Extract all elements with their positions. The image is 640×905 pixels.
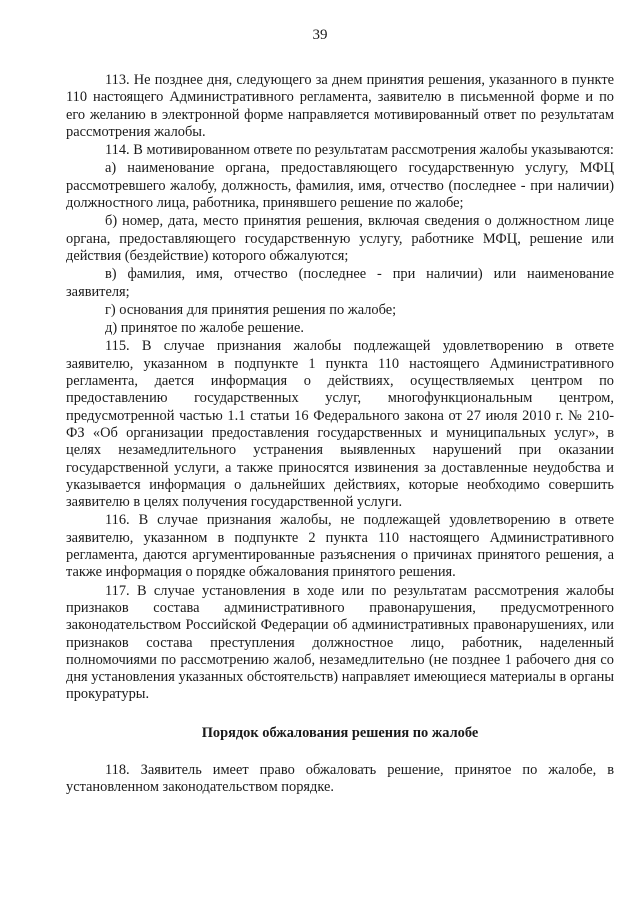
list-item-g: г) основания для принятия решения по жалобе;	[105, 301, 397, 318]
section-heading: Порядок обжалования решения по жалобе	[201, 724, 479, 741]
paragraph-117: 117. В случае установления в ходе или по результатам рассмотрения жалобы признаков состава административного правонарушения, предусмотренного законодательством Российской Федерации об административных правонарушениях, или признаков состава преступления должностное лицо, работник, наделенный полномочиями по рассмотрению жалоб, незамедлительно (не позднее 1 рабочего дня со дня установления указанных обстоятельств) направляет имеющиеся материалы в органы прокуратуры.	[66, 582, 614, 703]
paragraph-116: 116. В случае признания жалобы, не подлежащей удовлетворению в ответе заявителю, указанном в подпункте 2 пункта 110 настоящего Административного регламента, даются аргументированные разъяснения о причинах принятого решения, а также информация о порядке обжалования принятого решения.	[66, 512, 614, 581]
list-item-a: а) наименование органа, предоставляющего государственную услугу, МФЦ рассмотревшего жалобу, должность, фамилия, имя, отчество (последнее - при наличии) должностного лица, работника, принявшего решение по жалобе;	[66, 160, 614, 212]
list-item-d: д) принятое по жалобе решение.	[105, 320, 304, 337]
page-number: 39	[312, 27, 328, 43]
paragraph-114: 114. В мотивированном ответе по результатам рассмотрения жалобы указываются:	[105, 142, 614, 159]
paragraph-118: 118. Заявитель имеет право обжаловать решение, принятое по жалобе, в установленном законодательством порядке.	[66, 761, 614, 796]
page-body	[66, 72, 614, 797]
paragraph-113: 113. Не позднее дня, следующего за днем принятия решения, указанного в пункте 110 настоящего Административного регламента, заявителю в письменной форме и по его желанию в электронной форме направляется мотивированный ответ по результатам рассмотрения жалобы.	[66, 72, 614, 140]
paragraph-115: 115. В случае признания жалобы подлежащей удовлетворению в ответе заявителю, указанном в подпункте 1 пункта 110 настоящего Административного регламента, дается информация о действиях, осуществляемых центром по предоставлению государственных услуг, многофункциональным центром, предусмотренной частью 1.1 статьи 16 Федерального закона от 27 июля 2010 г. № 210-ФЗ «Об организации предоставления государственных и муниципальных услуг», в целях незамедлительного устранения выявленных нарушений при оказании государственной услуги, а также приносятся извинения за доставленные неудобства и указывается информация о дальнейших действиях, которые необходимо совершить заявителю в целях получения государственной услуги.	[66, 338, 614, 511]
list-item-v: в) фамилия, имя, отчество (последнее - при наличии) или наименование заявителя;	[66, 266, 614, 300]
list-item-b: б) номер, дата, место принятия решения, включая сведения о должностном лице органа, предоставляющего государственную услугу, работнике МФЦ, решение или действия (бездействие) которого обжалуются;	[66, 213, 614, 264]
